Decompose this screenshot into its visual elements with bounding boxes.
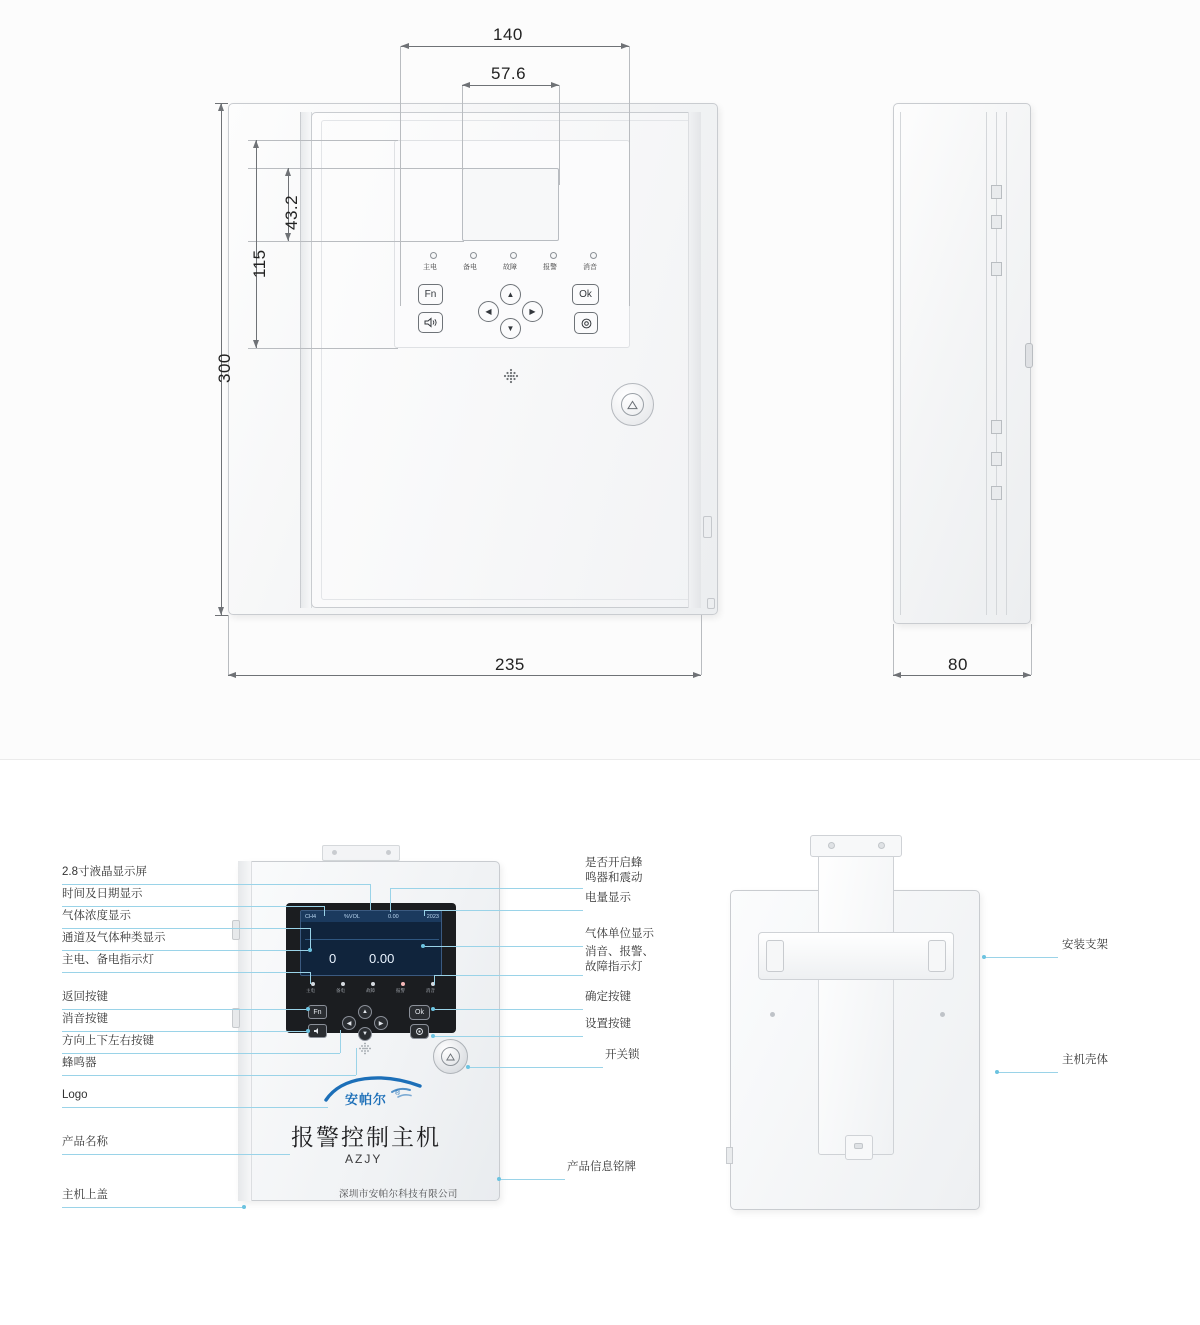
right-key-label: ▶ [529, 307, 536, 316]
bracket-screw-left [828, 842, 835, 849]
led-row [420, 252, 606, 274]
left-key-label: ◀ [485, 307, 492, 316]
lcd-value-secondary: 0.00 [369, 951, 395, 966]
bracket-screw-right [878, 842, 885, 849]
dim-80-text: 80 [948, 655, 968, 674]
side-view-hinge-mid2 [991, 452, 1002, 466]
leader-battery-display [424, 910, 583, 911]
arrow-80-left [893, 672, 901, 678]
callout-alarm-fault-leds-l1: 消音、报警、 [585, 946, 654, 958]
callout-buzzer-vibration-l2: 鸣器和震动 [585, 872, 643, 884]
mounting-bracket [818, 835, 894, 1155]
mute-key[interactable] [418, 312, 443, 333]
product-gear-icon [415, 1027, 424, 1036]
arrow-115-down [253, 340, 259, 348]
side-view-inner-4 [1006, 112, 1007, 615]
leader-time-date [62, 906, 324, 907]
ext-80-right [1031, 624, 1032, 675]
product-led-label-backup: 备电 [336, 988, 345, 993]
ext-80-left [893, 624, 894, 675]
product-led-row [302, 982, 442, 998]
dim-140-text: 140 [493, 25, 523, 44]
arrow-432-down [285, 233, 291, 241]
leader-lcd-screen [62, 884, 370, 885]
arrow-235-left [228, 672, 236, 678]
callout-time-date: 时间及日期显示 [62, 888, 143, 900]
leader-power-lock [470, 1067, 603, 1068]
product-latch-upper [232, 920, 240, 940]
side-view-lock-knob [1025, 343, 1033, 368]
side-view-hinge-mid [991, 420, 1002, 434]
product-led-label-fault: 故障 [366, 988, 375, 993]
ext-115-bot [248, 348, 398, 349]
leader-product-name [62, 1154, 290, 1155]
dimline-115 [256, 140, 257, 348]
arrow-432-up [285, 168, 291, 176]
product-led-fault [371, 982, 375, 986]
callout-main-housing: 主机壳体 [1062, 1054, 1108, 1066]
leader-v-buzzer [356, 1048, 357, 1075]
leader-v-time-date [324, 906, 325, 916]
leader-v-buzzer-vibration [390, 888, 391, 912]
ext-576-left [462, 85, 463, 185]
dimline-235 [228, 675, 701, 676]
leader-v-power-leds [310, 972, 311, 984]
dot-mute-key [306, 1029, 310, 1033]
bracket-slot-right [928, 940, 946, 972]
callout-back-key: 返回按键 [62, 991, 108, 1003]
leader-channel-gastype [62, 950, 308, 951]
mounting-bracket-top-tab [810, 835, 902, 857]
leader-buzzer [62, 1075, 356, 1076]
product-ok-key-label: Ok [415, 1009, 424, 1016]
logo-registered-mark: ® [395, 1090, 401, 1097]
callout-direction-keys: 方向上下左右按键 [62, 1035, 154, 1047]
settings-key[interactable] [574, 312, 598, 334]
callout-power-leds: 主电、备电指示灯 [62, 954, 154, 966]
product-model: AZJY [345, 1152, 383, 1166]
front-view-right-hinge [688, 112, 701, 608]
dot-mounting-bracket [982, 955, 986, 959]
ext-115-top [248, 140, 398, 141]
dim-235-text: 235 [495, 655, 525, 674]
product-up-key[interactable]: ▲ [358, 1005, 372, 1019]
dim-300-text: 300 [215, 353, 234, 383]
product-triangle-icon [446, 1053, 455, 1061]
product-latch-lower [232, 1008, 240, 1028]
leader-v-alarm-fault-leds [434, 975, 435, 985]
leader-mute-key [62, 1031, 308, 1032]
arrow-576-right [551, 82, 559, 88]
dot-settings-key [431, 1034, 435, 1038]
product-bracket-hole-left [332, 850, 337, 855]
side-view-hinge-top3 [991, 262, 1002, 276]
dim-115-text: 115 [250, 249, 269, 278]
product-led-main [311, 982, 315, 986]
key-lock[interactable] [611, 383, 654, 426]
mute-icon [424, 317, 438, 328]
dim-576-text: 57.6 [491, 64, 527, 83]
callout-buzzer: 蜂鸣器 [62, 1057, 97, 1069]
lcd-value-primary: 0 [329, 951, 337, 966]
arrow-576-left [462, 82, 470, 88]
side-view-inner-1 [900, 112, 901, 615]
callout-ok-key: 确定按键 [585, 991, 631, 1003]
dot-top-cover [242, 1205, 246, 1209]
dimline-80 [893, 675, 1031, 676]
lcd-divider [305, 939, 439, 940]
callout-logo: Logo [62, 1089, 88, 1101]
lcd-header-ch: CH4 [305, 913, 317, 920]
led-label-alarm: 报警 [543, 264, 557, 271]
leader-v-direction-keys [340, 1030, 341, 1053]
callout-gas-concentration: 气体浓度显示 [62, 910, 131, 922]
dot-power-lock [466, 1065, 470, 1069]
arrow-80-right [1023, 672, 1031, 678]
tick-300-top [215, 103, 228, 104]
side-view-hinge-top [991, 185, 1002, 199]
leader-power-leds [62, 972, 310, 973]
leader-gas-concentration [62, 928, 310, 929]
ext-140-right [629, 46, 630, 306]
leader-ok-key [434, 1009, 583, 1010]
dot-gas-unit [421, 944, 425, 948]
leader-settings-key [434, 1036, 583, 1037]
ext-432-bot [248, 241, 464, 242]
ext-576-right [559, 85, 560, 185]
product-fn-key[interactable] [308, 1005, 327, 1019]
back-body-hole-left [770, 1012, 775, 1017]
product-ok-key[interactable] [409, 1005, 430, 1020]
dim-432-text: 43.2 [282, 194, 301, 230]
leader-v-gas-concentration [310, 928, 311, 950]
arrow-140-right [621, 43, 629, 49]
product-buzzer-grille [357, 1042, 373, 1055]
leader-buzzer-vibration [390, 888, 583, 889]
leader-v-lcd-screen [370, 884, 371, 910]
bracket-slot-left [766, 940, 784, 972]
product-fn-key-label: Fn [313, 1008, 322, 1016]
fn-key-label: Fn [424, 289, 437, 300]
arrow-300-down [218, 607, 224, 615]
back-body-latch [726, 1147, 733, 1164]
callout-alarm-fault-leds [585, 945, 654, 975]
up-key-label: ▲ [506, 290, 515, 299]
led-main-power [430, 252, 437, 259]
product-company: 深圳市安帕尔科技有限公司 [339, 1189, 458, 1200]
product-logo [320, 1070, 430, 1110]
callout-nameplate: 产品信息铭牌 [567, 1161, 636, 1173]
product-led-label-mute: 消音 [426, 988, 435, 993]
arrow-115-up [253, 140, 259, 148]
led-backup-power [470, 252, 477, 259]
triangle-icon [627, 400, 638, 410]
dot-back-key [306, 1007, 310, 1011]
leader-nameplate [500, 1179, 565, 1180]
logo-text: 安帕尔 [345, 1092, 388, 1107]
lcd-header-unit: %VOL [344, 913, 360, 920]
lcd-header-date: 2023 [426, 913, 439, 920]
led-label-mute: 消音 [583, 264, 597, 271]
bracket-inner-line-right [893, 980, 894, 1020]
leader-logo [62, 1107, 328, 1108]
product-right-key[interactable]: ▶ [374, 1016, 388, 1030]
lock-latch-right [703, 516, 712, 538]
side-view-enclosure [893, 103, 1031, 624]
product-settings-key[interactable] [410, 1024, 429, 1039]
dot-ok-key [431, 1007, 435, 1011]
callout-top-cover: 主机上盖 [62, 1189, 108, 1201]
dimline-140 [401, 46, 629, 47]
callout-buzzer-vibration [585, 856, 643, 886]
led-fault [510, 252, 517, 259]
gear-icon [580, 317, 593, 330]
mounting-bracket-cross-arm [758, 932, 954, 980]
ext-235-right [701, 615, 702, 675]
led-label-fault: 故障 [503, 264, 517, 271]
product-led-backup [341, 982, 345, 986]
product-mute-key[interactable] [308, 1024, 327, 1038]
callout-gas-unit: 气体单位显示 [585, 928, 654, 940]
down-key[interactable] [500, 318, 521, 339]
callout-power-lock: 开关锁 [605, 1049, 640, 1061]
left-key[interactable] [478, 301, 499, 322]
ok-key[interactable] [572, 284, 599, 305]
callout-buzzer-vibration-l1: 是否开启蜂 [585, 857, 643, 869]
arrow-235-right [693, 672, 701, 678]
led-label-backup-power: 备电 [463, 264, 477, 271]
lcd-statusbar [301, 911, 442, 922]
product-left-key[interactable]: ◀ [342, 1016, 356, 1030]
back-body-hole-right [940, 1012, 945, 1017]
leader-back-key [62, 1009, 308, 1010]
dot-gas-concentration [308, 948, 312, 952]
product-down-key[interactable]: ▼ [358, 1027, 372, 1041]
ext-432-top [248, 168, 464, 169]
product-key-lock[interactable] [433, 1039, 468, 1074]
ext-140-left [400, 46, 401, 306]
led-alarm [550, 252, 557, 259]
product-led-alarm [401, 982, 405, 986]
callout-channel-gastype: 通道及气体种类显示 [62, 932, 166, 944]
lcd-screen-outline [462, 168, 559, 241]
callout-settings-key: 设置按键 [585, 1018, 631, 1030]
led-mute [590, 252, 597, 259]
leader-main-housing [998, 1072, 1058, 1073]
product-mute-icon [313, 1027, 323, 1035]
callout-mute-key: 消音按键 [62, 1013, 108, 1025]
down-key-label: ▼ [506, 324, 515, 333]
ext-235-left [228, 615, 229, 675]
arrow-140-left [401, 43, 409, 49]
arrow-300-up [218, 103, 224, 111]
annotated-product-panel [0, 760, 1200, 1325]
ok-key-label: Ok [579, 289, 592, 300]
leader-mounting-bracket [985, 957, 1058, 958]
dot-nameplate [497, 1177, 501, 1181]
leader-v-battery-display [424, 910, 425, 916]
callout-product-name: 产品名称 [62, 1136, 108, 1148]
leader-top-cover [62, 1207, 244, 1208]
led-label-main-power: 主电 [423, 264, 437, 271]
callout-battery-display: 电量显示 [585, 892, 631, 904]
leader-alarm-fault-leds [434, 975, 583, 976]
tick-300-bot [215, 615, 228, 616]
callout-alarm-fault-leds-l2: 故障指示灯 [585, 961, 643, 973]
callout-mounting-bracket: 安装支架 [1062, 939, 1108, 951]
dimline-576 [462, 85, 559, 86]
product-name: 报警控制主机 [291, 1124, 441, 1150]
product-led-label-main: 主电 [306, 988, 315, 993]
leader-direction-keys [62, 1053, 340, 1054]
lock-latch-right-lower [707, 598, 715, 609]
side-view-hinge-top2 [991, 215, 1002, 229]
lcd-display [300, 910, 442, 976]
dot-main-housing [995, 1070, 999, 1074]
side-view-hinge-bot [991, 486, 1002, 500]
buzzer-grille [500, 368, 522, 386]
product-bracket-hole-right [386, 850, 391, 855]
up-key[interactable] [500, 284, 521, 305]
right-key[interactable] [522, 301, 543, 322]
callout-lcd-screen: 2.8寸液晶显示屏 [62, 866, 147, 878]
bracket-inner-line-left [818, 980, 819, 1020]
lcd-header-val: 0.00 [387, 913, 399, 920]
product-led-label-alarm: 报警 [396, 988, 405, 993]
fn-key[interactable] [418, 284, 443, 305]
leader-gas-unit [424, 946, 583, 947]
bracket-bottom-hole [854, 1143, 863, 1149]
side-view-inner-2 [986, 112, 987, 615]
